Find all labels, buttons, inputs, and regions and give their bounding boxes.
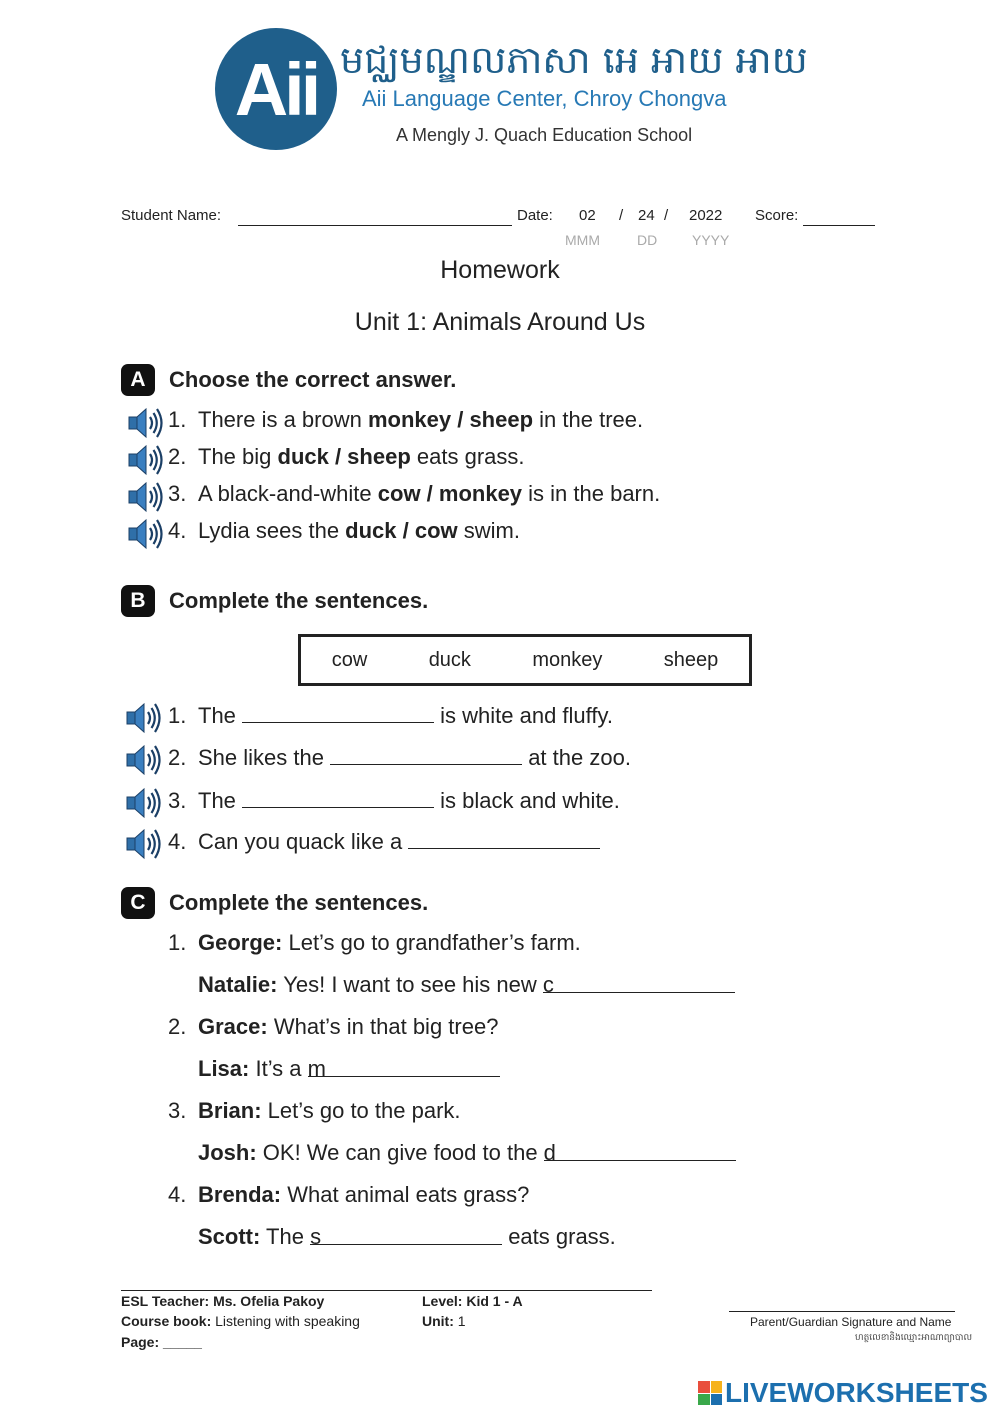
question-text: The bbox=[198, 788, 243, 813]
question-text: Can you quack like a bbox=[198, 829, 409, 854]
question-text: is white and fluffy. bbox=[434, 703, 613, 728]
speaker-name: Brian: bbox=[198, 1098, 262, 1123]
dialogue-text: What’s in that big tree? bbox=[267, 1014, 499, 1039]
dialogue-text: Let’s go to the park. bbox=[261, 1098, 461, 1123]
dialogue-4-line-1 bbox=[168, 1182, 529, 1208]
section-b-title: Complete the sentences. bbox=[169, 588, 429, 613]
question-number: 3. bbox=[168, 1098, 187, 1123]
question-a-2 bbox=[168, 444, 525, 470]
dialogue-text: What animal eats grass? bbox=[281, 1182, 530, 1207]
question-b-2 bbox=[168, 744, 631, 771]
page-field: Page: _____ bbox=[121, 1334, 202, 1350]
footer-divider bbox=[121, 1290, 652, 1291]
answer-blank[interactable] bbox=[242, 787, 434, 808]
letter-hint: d bbox=[543, 1140, 556, 1165]
date-label: Date: bbox=[517, 207, 553, 224]
student-name-label: Student Name: bbox=[121, 207, 222, 224]
word-bank-item: cow bbox=[331, 648, 368, 671]
date-year[interactable]: 2022 bbox=[689, 207, 723, 224]
answer-choice[interactable]: duck / cow bbox=[345, 518, 458, 543]
unit-label: Unit: bbox=[422, 1313, 454, 1329]
question-text: A black-and-white bbox=[198, 481, 378, 506]
date-sep-1: / bbox=[619, 207, 624, 224]
answer-choice[interactable]: cow / monkey bbox=[377, 481, 523, 506]
question-number: 4. bbox=[168, 518, 187, 543]
section-c-title: Complete the sentences. bbox=[169, 890, 429, 915]
dialogue-text: eats grass. bbox=[502, 1224, 616, 1249]
audio-speaker-icon[interactable] bbox=[126, 515, 164, 553]
answer-blank[interactable] bbox=[307, 1056, 500, 1081]
question-number: 1. bbox=[168, 407, 187, 432]
dialogue-text: The bbox=[260, 1224, 311, 1249]
audio-speaker-icon[interactable] bbox=[124, 825, 162, 863]
answer-blank[interactable] bbox=[310, 1224, 502, 1249]
section-a-badge: A bbox=[121, 364, 155, 396]
dialogue-3-line-2 bbox=[198, 1140, 736, 1166]
page-title: Homework bbox=[440, 256, 560, 284]
word-bank-item: duck bbox=[428, 648, 471, 671]
date-sep-2: / bbox=[664, 207, 669, 224]
month-format-hint: MMM bbox=[565, 232, 600, 248]
khmer-center-name: មជ្ឈមណ្ឌលភាសា អេ អាយ អាយ bbox=[340, 38, 808, 82]
level-label: Level: Kid 1 - A bbox=[422, 1293, 523, 1309]
letter-hint: c bbox=[542, 972, 554, 997]
dialogue-2-line-1 bbox=[168, 1014, 498, 1040]
speaker-name: Scott: bbox=[198, 1224, 261, 1249]
letter-hint: s bbox=[310, 1224, 322, 1249]
school-logo: Aii bbox=[215, 28, 337, 150]
speaker-name: Brenda: bbox=[198, 1182, 282, 1207]
speaker-name: Lisa: bbox=[198, 1056, 250, 1081]
audio-speaker-icon[interactable] bbox=[126, 478, 164, 516]
speaker-name: Natalie: bbox=[198, 972, 278, 997]
question-a-4 bbox=[168, 518, 520, 544]
course-book-value: Listening with speaking bbox=[211, 1313, 360, 1329]
question-text: There is a brown bbox=[198, 407, 368, 432]
score-field[interactable] bbox=[803, 210, 875, 226]
word-bank-item: monkey bbox=[532, 648, 603, 671]
audio-speaker-icon[interactable] bbox=[124, 784, 162, 822]
answer-choice[interactable]: duck / sheep bbox=[277, 444, 411, 469]
question-number: 4. bbox=[168, 1182, 187, 1207]
year-format-hint: YYYY bbox=[692, 232, 730, 248]
speaker-name: George: bbox=[198, 930, 283, 955]
answer-blank[interactable] bbox=[408, 828, 600, 849]
student-name-field[interactable] bbox=[238, 210, 512, 226]
question-number: 3. bbox=[168, 481, 187, 506]
audio-speaker-icon[interactable] bbox=[124, 699, 162, 737]
signature-label: Parent/Guardian Signature and Name bbox=[750, 1315, 952, 1329]
question-text: eats grass. bbox=[410, 444, 525, 469]
question-text: swim. bbox=[457, 518, 520, 543]
liveworksheets-icon bbox=[698, 1381, 722, 1405]
letter-hint: m bbox=[307, 1056, 326, 1081]
audio-speaker-icon[interactable] bbox=[124, 741, 162, 779]
question-text: is black and white. bbox=[434, 788, 620, 813]
dialogue-4-line-2 bbox=[198, 1224, 616, 1250]
answer-choice[interactable]: monkey / sheep bbox=[367, 407, 534, 432]
dialogue-text: Yes! I want to see his new bbox=[277, 972, 543, 997]
question-number: 1. bbox=[168, 703, 187, 728]
answer-blank[interactable] bbox=[330, 744, 522, 765]
question-text: in the tree. bbox=[533, 407, 644, 432]
question-number: 2. bbox=[168, 745, 187, 770]
question-number: 4. bbox=[168, 829, 187, 854]
answer-blank[interactable] bbox=[543, 1140, 736, 1165]
word-bank bbox=[298, 634, 752, 686]
signature-line[interactable] bbox=[729, 1311, 955, 1312]
course-book bbox=[121, 1313, 360, 1329]
question-text: She likes the bbox=[198, 745, 331, 770]
score-label: Score: bbox=[755, 207, 799, 224]
section-b-badge: B bbox=[121, 585, 155, 617]
audio-speaker-icon[interactable] bbox=[126, 441, 164, 479]
teacher-name: ESL Teacher: Ms. Ofelia Pakoy bbox=[121, 1293, 325, 1309]
dialogue-2-line-2 bbox=[198, 1056, 500, 1082]
course-book-label: Course book: bbox=[121, 1313, 212, 1329]
date-day[interactable]: 24 bbox=[638, 207, 655, 224]
dialogue-text: Let’s go to grandfather’s farm. bbox=[282, 930, 581, 955]
audio-speaker-icon[interactable] bbox=[126, 404, 164, 442]
speaker-name: Josh: bbox=[198, 1140, 257, 1165]
dialogue-text: OK! We can give food to the bbox=[256, 1140, 544, 1165]
question-number: 1. bbox=[168, 930, 187, 955]
question-b-1 bbox=[168, 702, 613, 729]
question-b-3 bbox=[168, 787, 620, 814]
question-text: The bbox=[198, 703, 243, 728]
center-name: Aii Language Center, Chroy Chongva bbox=[362, 86, 727, 111]
question-a-3 bbox=[168, 481, 660, 507]
question-a-1 bbox=[168, 407, 643, 433]
date-month[interactable]: 02 bbox=[579, 207, 596, 224]
question-number: 2. bbox=[168, 444, 187, 469]
question-b-4 bbox=[168, 828, 600, 855]
unit-value: 1 bbox=[453, 1313, 466, 1329]
answer-blank[interactable] bbox=[542, 972, 735, 997]
question-text: is in the barn. bbox=[522, 481, 661, 506]
dialogue-3-line-1 bbox=[168, 1098, 461, 1124]
question-text: at the zoo. bbox=[522, 745, 631, 770]
school-name: A Mengly J. Quach Education School bbox=[396, 125, 693, 145]
signature-khmer-label: ហត្ថលេខានិងឈ្មោះអាណាព្យាបាល bbox=[855, 1332, 973, 1342]
day-format-hint: DD bbox=[637, 232, 658, 248]
answer-blank[interactable] bbox=[242, 702, 434, 723]
dialogue-text: It’s a bbox=[249, 1056, 308, 1081]
question-number: 2. bbox=[168, 1014, 187, 1039]
section-c-badge: C bbox=[121, 887, 155, 919]
section-a-title: Choose the correct answer. bbox=[169, 367, 457, 392]
question-text: The big bbox=[198, 444, 278, 469]
unit-info bbox=[422, 1313, 466, 1329]
liveworksheets-text: LIVEWORKSHEETS bbox=[725, 1377, 988, 1408]
question-text: Lydia sees the bbox=[198, 518, 346, 543]
liveworksheets-watermark bbox=[698, 1377, 988, 1409]
question-number: 3. bbox=[168, 788, 187, 813]
unit-title: Unit 1: Animals Around Us bbox=[354, 308, 646, 336]
word-bank-item: sheep bbox=[663, 648, 719, 671]
speaker-name: Grace: bbox=[198, 1014, 268, 1039]
dialogue-1-line-1 bbox=[168, 930, 581, 956]
dialogue-1-line-2 bbox=[198, 972, 735, 998]
